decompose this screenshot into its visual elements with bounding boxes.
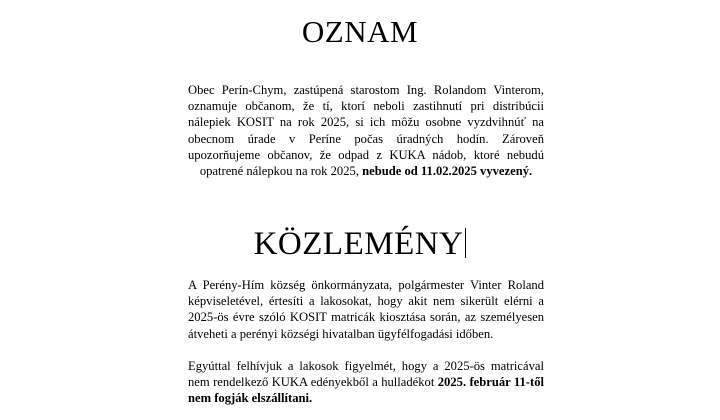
notice-body-hungarian-1: A Perény-Hím község önkormányzata, polgármester Vinter Roland képviseletével, értesíti a lakosokat, hogy akit nem sikerült elérni a 2025-ös évre szóló KOSIT matricák kiosztása során, az személyesen átveheti a perényi községi hivatalban ügyfélfogadási időben. bbox=[188, 278, 544, 341]
notice-title-slovak: OZNAM bbox=[301, 14, 419, 49]
notice-title-hungarian bbox=[0, 226, 720, 263]
notice-body-slovak bbox=[188, 82, 544, 179]
notice-text-hungarian-2: Egyúttal felhívjuk a lakosok figyelmét, hogy a 2025-ös matricával nem rendelkező KUKA edényekből a hulladékot bbox=[188, 359, 544, 390]
notice-body-hungarian-2 bbox=[188, 358, 544, 407]
notice-text-slovak: Obec Perín-Chym, zastúpená starostom Ing. Rolandom Vinterom, oznamuje občanom, že tí, ktorí neboli zastihnutí pri distribúcii nálepiek KOSIT na rok 2025, si ich môžu osobne vyzdvihnúť na obecnom úrade v Períne počas úradných hodín. Zároveň upozorňujeme občanov, že odpad z KUKA nádob, ktoré nebudú opatrené nálepkou na rok 2025, bbox=[188, 83, 544, 179]
notice-emphasis-slovak: nebude od 11.02.2025 vyvezený. bbox=[362, 164, 533, 179]
text-cursor bbox=[465, 228, 466, 258]
notice-emphasis-hungarian: 2025. február 11-től nem fogják elszállítani. bbox=[188, 375, 544, 406]
notice-title-hungarian-text: KÖZLEMÉNY bbox=[253, 226, 464, 262]
